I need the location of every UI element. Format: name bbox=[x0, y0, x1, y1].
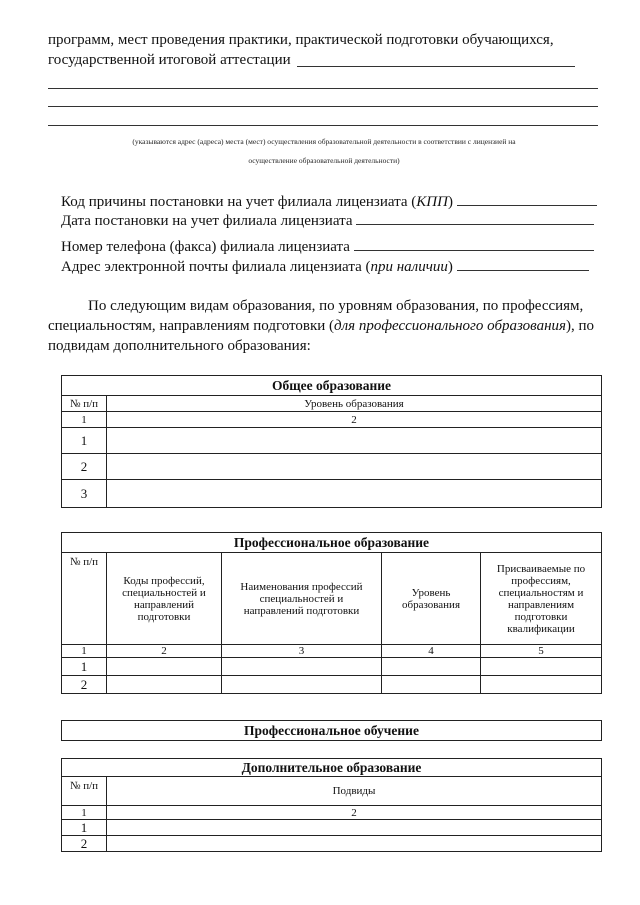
professional-training-table bbox=[61, 720, 602, 741]
intro-line-2: государственной итоговой аттестации bbox=[48, 52, 291, 68]
types-line-2 bbox=[48, 316, 600, 336]
level-cell[interactable] bbox=[382, 676, 481, 694]
reg-date-label: Дата постановки на учет филиала лицензиата bbox=[61, 213, 353, 229]
general-education-table bbox=[61, 375, 602, 508]
email-field bbox=[61, 256, 589, 276]
intro-line-1: программ, мест проведения практики, практической подготовки обучающихся, bbox=[48, 32, 554, 48]
additional-education-title: Дополнительное образование bbox=[62, 759, 602, 777]
col-index-2: 2 bbox=[107, 412, 602, 428]
types-line-2-italic: для профессионального образования bbox=[334, 318, 566, 334]
general-education-title: Общее образование bbox=[62, 376, 602, 396]
col-index-1: 1 bbox=[62, 806, 107, 820]
email-label: Адрес электронной почты филиала лицензиата ( bbox=[61, 259, 371, 275]
row-number: 2 bbox=[62, 676, 107, 694]
col-index-4: 4 bbox=[382, 645, 481, 658]
row-number: 2 bbox=[62, 836, 107, 852]
address-line-1[interactable] bbox=[48, 88, 598, 89]
col-qualification-header: Присваиваемые по профессиям, специальностям и направлениям подготовки квалификации bbox=[481, 553, 602, 645]
col-index-1: 1 bbox=[62, 645, 107, 658]
col-index-2: 2 bbox=[107, 806, 602, 820]
reg-date-input[interactable] bbox=[356, 210, 594, 225]
col-names-header: Наименования профессий специальностей и направлений подготовки bbox=[222, 553, 382, 645]
codes-cell[interactable] bbox=[107, 676, 222, 694]
row-number: 1 bbox=[62, 820, 107, 836]
col-index-1: 1 bbox=[62, 412, 107, 428]
names-cell[interactable] bbox=[222, 658, 382, 676]
col-index-2: 2 bbox=[107, 645, 222, 658]
col-level-header: Уровень образования bbox=[107, 396, 602, 412]
kpp-field bbox=[61, 191, 597, 211]
col-index-3: 3 bbox=[222, 645, 382, 658]
qualification-cell[interactable] bbox=[481, 658, 602, 676]
names-cell[interactable] bbox=[222, 676, 382, 694]
kpp-label: Код причины постановки на учет филиала лицензиата ( bbox=[61, 194, 417, 210]
email-input[interactable] bbox=[457, 256, 589, 271]
phone-field bbox=[61, 236, 594, 256]
subtype-cell[interactable] bbox=[107, 836, 602, 852]
address-line-3[interactable] bbox=[48, 125, 598, 126]
level-cell[interactable] bbox=[107, 428, 602, 454]
col-codes-header: Коды профессий, специальностей и направлений подготовки bbox=[107, 553, 222, 645]
types-line-3: подвидам дополнительного образования: bbox=[48, 338, 311, 354]
col-subtype-header: Подвиды bbox=[107, 777, 602, 806]
row-number: 3 bbox=[62, 480, 107, 508]
types-line-1: По следующим видам образования, по уровням образования, по профессиям, bbox=[88, 298, 584, 314]
reg-date-field bbox=[61, 210, 594, 230]
codes-cell[interactable] bbox=[107, 658, 222, 676]
subtype-cell[interactable] bbox=[107, 820, 602, 836]
row-number: 2 bbox=[62, 454, 107, 480]
col-level-header: Уровень образования bbox=[382, 553, 481, 645]
col-num-header: № п/п bbox=[62, 553, 107, 645]
level-cell[interactable] bbox=[107, 454, 602, 480]
phone-label: Номер телефона (факса) филиала лицензиата bbox=[61, 239, 350, 255]
row-number: 1 bbox=[62, 658, 107, 676]
address-note-line-2: осуществление образовательной деятельности) bbox=[248, 156, 400, 165]
types-line-2-post: ), по bbox=[565, 318, 595, 334]
row-number: 1 bbox=[62, 428, 107, 454]
email-note: при наличии bbox=[370, 259, 448, 275]
kpp-close: ) bbox=[447, 194, 453, 210]
col-index-5: 5 bbox=[481, 645, 602, 658]
types-line-2-pre: специальностям, направлениям подготовки ( bbox=[48, 318, 335, 334]
qualification-cell[interactable] bbox=[481, 676, 602, 694]
professional-training-title: Профессиональное обучение bbox=[62, 721, 602, 741]
phone-input[interactable] bbox=[354, 236, 594, 251]
additional-education-table bbox=[61, 758, 602, 852]
email-close: ) bbox=[447, 259, 453, 275]
address-line-2[interactable] bbox=[48, 106, 598, 107]
col-num-header: № п/п bbox=[62, 396, 107, 412]
professional-education-title: Профессиональное образование bbox=[62, 533, 602, 553]
professional-education-table bbox=[61, 532, 602, 694]
kpp-abbr: КПП bbox=[416, 194, 448, 210]
intro-fill-line[interactable] bbox=[297, 66, 575, 67]
level-cell[interactable] bbox=[382, 658, 481, 676]
col-num-header: № п/п bbox=[62, 777, 107, 806]
level-cell[interactable] bbox=[107, 480, 602, 508]
kpp-input[interactable] bbox=[457, 191, 597, 206]
address-note-line-1: (указываются адрес (адреса) места (мест) осуществления образовательной деятельности в соответствии с лицензией на bbox=[132, 137, 516, 146]
